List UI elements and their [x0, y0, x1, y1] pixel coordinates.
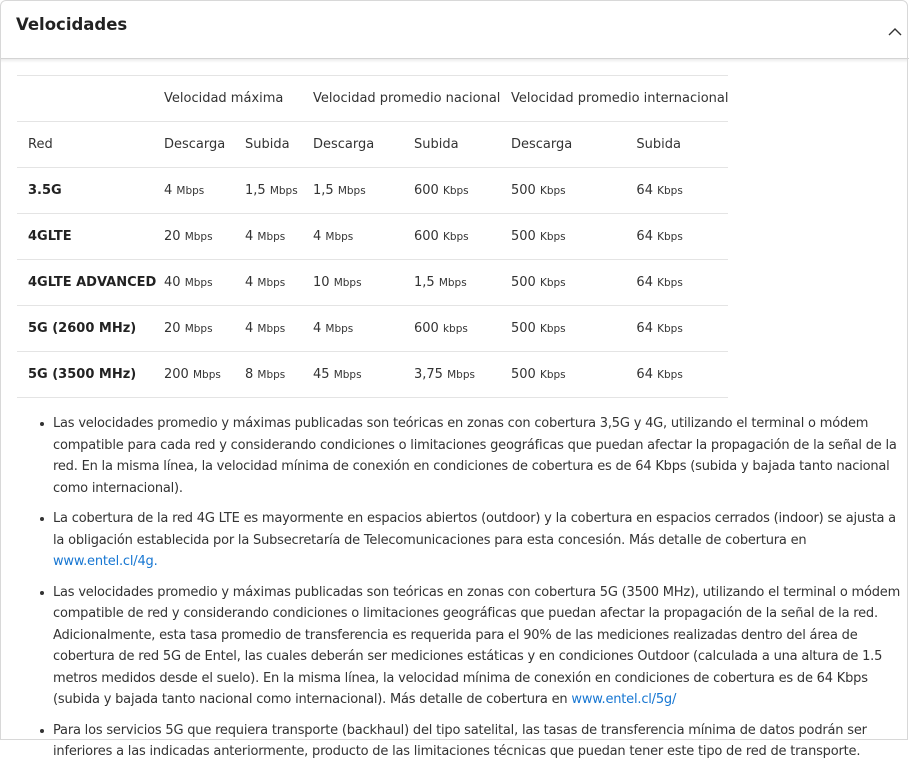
- table-row: [17, 352, 728, 398]
- speed-unit: Kbps: [539, 185, 566, 197]
- column-header-red: Red: [17, 122, 164, 168]
- speed-value: 64: [636, 275, 653, 290]
- column-header: Subida: [414, 122, 511, 168]
- speed-unit: Kbps: [657, 369, 683, 381]
- speed-value: 20: [164, 229, 181, 244]
- speed-cell: [164, 260, 245, 306]
- speed-unit: Kbps: [657, 231, 683, 243]
- speed-cell: [245, 306, 313, 352]
- table-row: [17, 168, 728, 214]
- speed-cell: [511, 214, 636, 260]
- speed-cell: [164, 168, 245, 214]
- speed-cell: [313, 260, 414, 306]
- speed-value: 4: [245, 229, 254, 244]
- speed-cell: [414, 306, 511, 352]
- speed-unit: Mbps: [438, 277, 467, 289]
- speeds-table: [17, 75, 728, 398]
- column-header: Subida: [636, 122, 728, 168]
- speed-unit: Mbps: [257, 277, 286, 289]
- speed-unit: Kbps: [657, 323, 683, 335]
- speed-cell: [414, 260, 511, 306]
- speed-cell: [164, 306, 245, 352]
- speed-value: 500: [511, 321, 536, 336]
- speed-value: 40: [164, 275, 181, 290]
- speed-cell: [636, 306, 728, 352]
- speed-value: 20: [164, 321, 181, 336]
- bullet-icon: [40, 517, 44, 521]
- speed-cell: [245, 168, 313, 214]
- speed-cell: [636, 214, 728, 260]
- speed-cell: [414, 352, 511, 398]
- coverage-link[interactable]: www.entel.cl/4g.: [53, 554, 158, 569]
- speed-cell: [636, 352, 728, 398]
- speed-unit: Kbps: [539, 323, 566, 335]
- speed-cell: [164, 352, 245, 398]
- speed-cell: [636, 168, 728, 214]
- group-header-max: Velocidad máxima: [164, 76, 313, 122]
- note-item: [53, 720, 903, 763]
- note-text: Para los servicios 5G que requiera transporte (backhaul) del tipo satelital, las tasas de transferencia mínima de datos podrán ser inferiores a las indicadas anteriormente, producto de las limitaciones técnicas que puedan tener este tipo de red de transporte.: [53, 722, 867, 759]
- speed-unit: Kbps: [539, 231, 566, 243]
- speed-value: 4: [245, 275, 254, 290]
- speed-unit: Kbps: [657, 185, 683, 197]
- speed-value: 64: [636, 367, 653, 382]
- table-row: [17, 260, 728, 306]
- column-header: Descarga: [511, 122, 636, 168]
- speed-cell: [511, 352, 636, 398]
- network-name: 5G (3500 MHz): [17, 352, 164, 398]
- notes-list: [53, 413, 903, 772]
- speed-unit: Mbps: [325, 323, 354, 335]
- bullet-icon: [40, 729, 44, 733]
- speed-cell: [414, 168, 511, 214]
- speed-cell: [511, 168, 636, 214]
- speed-cell: [511, 306, 636, 352]
- speed-unit: Mbps: [176, 185, 205, 197]
- note-text: La cobertura de la red 4G LTE es mayormente en espacios abiertos (outdoor) y la cobertura en espacios cerrados (indoor) se ajusta a la obligación establecida por la Subsecretaría de Telecomunicaciones para esta concesión. Más detalle de cobertura en: [53, 511, 896, 548]
- speed-value: 600: [414, 321, 439, 336]
- table-body: [17, 168, 728, 398]
- speed-unit: Mbps: [333, 369, 362, 381]
- table-row: [17, 214, 728, 260]
- note-text: Las velocidades promedio y máximas publicadas son teóricas en zonas con cobertura 5G (3500 MHz), utilizando el terminal o módem compatible de red y considerando condiciones o limitaciones geográficas que puedan afectar la propagación de la señal de la red. Adicionalmente, esta tasa promedio de transferencia es requerida para el 90% de las mediciones realizadas dentro del área de cobertura de red 5G de Entel, las cuales deberán ser mediciones estáticas y en condiciones Outdoor (calculada a una altura de 1.5 metros medidos desde el suelo). En la misma línea, la velocidad mínima de conexión en condiciones de cobertura es de 64 Kbps (subida y bajada tanto nacional como internacional). Más detalle de cobertura en: [53, 584, 901, 707]
- coverage-link[interactable]: www.entel.cl/5g/: [571, 692, 677, 707]
- speed-cell: [636, 260, 728, 306]
- speed-unit: kbps: [442, 323, 468, 335]
- table-group-header-row: [17, 76, 728, 122]
- accordion-header[interactable]: [1, 1, 909, 59]
- speed-unit: Mbps: [333, 277, 362, 289]
- speed-value: 64: [636, 183, 653, 198]
- column-header: Descarga: [164, 122, 245, 168]
- group-header-internacional: Velocidad promedio internacional: [511, 76, 728, 122]
- header-divider: [1, 59, 907, 63]
- speed-value: 64: [636, 321, 653, 336]
- column-header: Descarga: [313, 122, 414, 168]
- speed-unit: Mbps: [447, 369, 475, 381]
- table-sub-header-row: [17, 122, 728, 168]
- speed-value: 1,5: [245, 183, 266, 198]
- bullet-icon: [40, 422, 44, 426]
- speed-value: 1,5: [313, 183, 334, 198]
- speed-cell: [313, 352, 414, 398]
- speed-unit: Mbps: [184, 323, 213, 335]
- table-row: [17, 306, 728, 352]
- speed-unit: Mbps: [184, 277, 213, 289]
- speed-unit: Mbps: [337, 185, 366, 197]
- speed-value: 500: [511, 183, 536, 198]
- speed-unit: Kbps: [539, 277, 566, 289]
- note-item: [53, 413, 903, 499]
- speed-unit: Mbps: [184, 231, 213, 243]
- chevron-up-icon[interactable]: [887, 27, 903, 37]
- speed-unit: Kbps: [442, 185, 469, 197]
- speed-value: 8: [245, 367, 254, 382]
- speed-cell: [313, 168, 414, 214]
- speed-value: 500: [511, 275, 536, 290]
- speed-value: 45: [313, 367, 330, 382]
- speed-unit: Kbps: [442, 231, 469, 243]
- bullet-icon: [40, 591, 44, 595]
- network-name: 5G (2600 MHz): [17, 306, 164, 352]
- speed-value: 600: [414, 229, 439, 244]
- speed-unit: Mbps: [257, 369, 286, 381]
- speed-value: 10: [313, 275, 330, 290]
- speed-unit: Mbps: [257, 231, 286, 243]
- table-corner-cell: [17, 76, 164, 122]
- note-item: [53, 582, 903, 711]
- speed-value: 64: [636, 229, 653, 244]
- speed-value: 600: [414, 183, 439, 198]
- speed-cell: [164, 214, 245, 260]
- speed-cell: [313, 214, 414, 260]
- speed-unit: Kbps: [657, 277, 683, 289]
- speed-value: 500: [511, 229, 536, 244]
- network-name: 4GLTE: [17, 214, 164, 260]
- note-text: Las velocidades promedio y máximas publicadas son teóricas en zonas con cobertura 3,5G y 4G, utilizando el terminal o módem compatible para cada red y considerando condiciones o limitaciones geográficas que puedan afectar la propagación de la señal de la red. En la misma línea, la velocidad mínima de conexión en condiciones de cobertura es de 64 Kbps (subida y bajada tanto nacional como internacional).: [53, 416, 897, 496]
- speed-cell: [245, 260, 313, 306]
- network-name: 3.5G: [17, 168, 164, 214]
- network-name: 4GLTE ADVANCED: [17, 260, 164, 306]
- note-item: [53, 508, 903, 573]
- column-header: Subida: [245, 122, 313, 168]
- speed-value: 200: [164, 367, 189, 382]
- speed-value: 4: [313, 229, 322, 244]
- speed-unit: Mbps: [325, 231, 354, 243]
- speed-value: 4: [245, 321, 254, 336]
- speed-value: 4: [313, 321, 322, 336]
- speed-value: 500: [511, 367, 536, 382]
- speed-cell: [313, 306, 414, 352]
- speed-value: 1,5: [414, 275, 435, 290]
- speed-unit: Mbps: [269, 185, 298, 197]
- speed-cell: [414, 214, 511, 260]
- speed-value: 3,75: [414, 367, 443, 382]
- speed-unit: Kbps: [539, 369, 566, 381]
- speed-cell: [511, 260, 636, 306]
- group-header-nacional: Velocidad promedio nacional: [313, 76, 511, 122]
- speed-cell: [245, 352, 313, 398]
- section-title: Velocidades: [16, 15, 128, 34]
- speed-cell: [245, 214, 313, 260]
- speed-unit: Mbps: [257, 323, 286, 335]
- speed-value: 4: [164, 183, 173, 198]
- speed-unit: Mbps: [192, 369, 221, 381]
